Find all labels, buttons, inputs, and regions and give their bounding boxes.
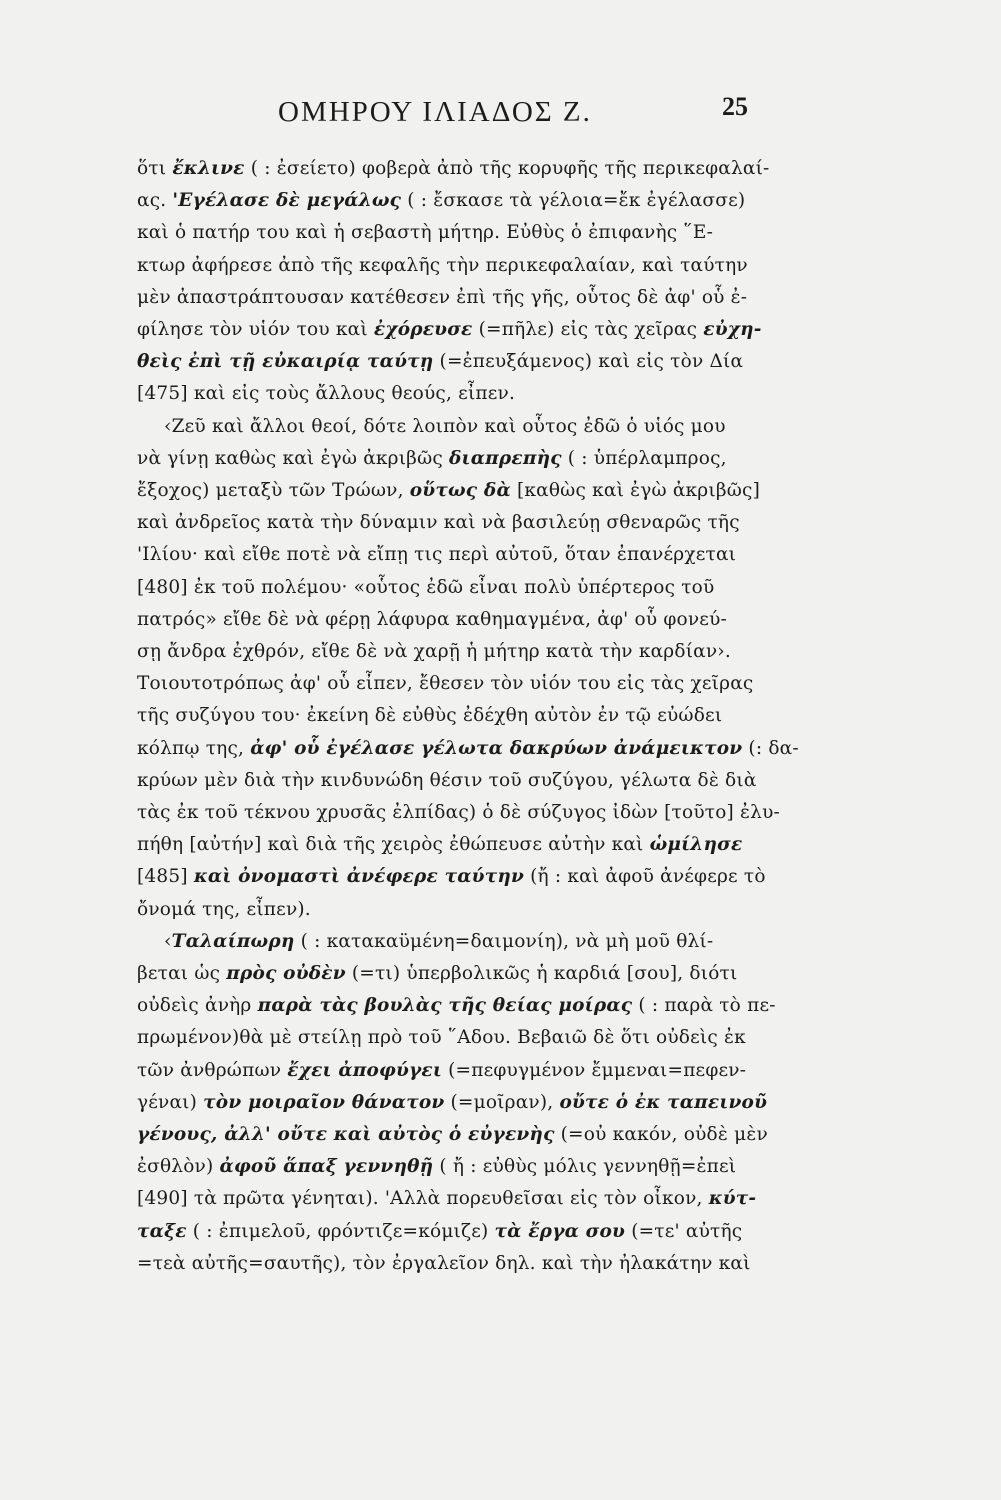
text-segment: [καθὼς καὶ ἐγὼ ἀκριβῶς] [510,480,760,501]
text-segment: [490] τὰ πρῶτα γένηται). 'Αλλὰ πορευθεῖσαι εἰς τὸν οἶκον, [137,1188,709,1210]
text-line [137,897,311,922]
text-segment: ( : ἐπιμελοῦ, φρόντιζε=κόμιζε) [186,1220,495,1242]
text-segment: μὲν ἀπαστράπτουσαν κατέθεσεν ἐπὶ τῆς γῆς, οὗτος δὲ ἀφ' οὗ ἐ- [137,286,748,308]
text-line [137,510,740,535]
text-line [137,993,776,1018]
emphasized-phrase: καὶ ὀνομαστὶ ἀνέφερε ταύτην [193,866,525,888]
text-line [137,188,745,213]
emphasized-phrase: κύτ- [708,1188,757,1210]
emphasized-phrase: 'Εγέλασε δὲ μεγάλως [172,190,402,212]
text-segment: ‹ [164,930,172,952]
text-line [137,253,748,278]
text-segment: σῃ ἄνδρα ἐχθρόν, εἴθε δὲ νὰ χαρῇ ἡ μήτηρ κατὰ τὴν καρδίαν›. [137,641,731,662]
text-segment: οὐδεὶς ἀνὴρ [137,995,258,1017]
text-segment: ἔξοχος) μεταξὺ τῶν Τρώων, [137,480,410,501]
text-line [137,317,762,342]
text-line [137,671,753,696]
text-segment: πατρός» εἴθε δὲ νὰ φέρῃ λάφυρα καθημαγμένα, ἀφ' οὗ φονεύ- [137,608,727,630]
emphasized-phrase: ἔχει ἀποφύγει [287,1059,443,1081]
text-segment: ( : κατακαϋμένη=δαιμονίη), νὰ μὴ μοῦ θλί- [294,930,714,952]
text-line [137,768,757,793]
text-segment: Τοιουτοτρόπως ἀφ' οὗ εἶπεν, ἔθεσεν τὸν υἱόν του εἰς τὰς χεῖρας [137,673,754,695]
text-segment: νὰ γίνῃ καθὼς καὶ ἐγὼ ἀκριβῶς [137,447,450,469]
text-line [137,575,714,600]
text-segment: ὅτι [137,158,173,179]
text-segment: καὶ ὁ πατήρ του καὶ ἡ σεβαστὴ μήτηρ. Εὐθὺς ὁ ἐπιφανὴς ῞Ε- [137,222,714,244]
emphasized-phrase: ἔκλινε [172,158,245,179]
text-segment: πήθη [αὐτήν] καὶ διὰ τῆς χειρὸς ἐθώπευσε αὐτὴν καὶ [137,834,650,856]
text-segment: πρωμένον)θὰ μὲ στείλῃ πρὸ τοῦ ῞Αδου. Βεβαιῶ δὲ ὅτι οὐδεὶς ἐκ [137,1027,746,1049]
text-segment: κρύων μὲν διὰ τὴν κινδυνώδη θέσιν τοῦ συζύγου, γέλωτα δὲ διὰ [137,769,757,791]
text-line [137,1186,756,1211]
text-segment: (=ἐπευξάμενος) καὶ εἰς τὸν Δία [433,351,744,373]
emphasized-phrase: τὸν μοιραῖον θάνατον [203,1091,445,1113]
text-line [137,864,766,889]
running-header [0,92,1001,136]
emphasized-phrase: θεὶς ἐπὶ τῇ εὐκαιρίᾳ ταύτῃ [137,351,434,373]
emphasized-phrase: Ταλαίπωρη [171,930,295,952]
text-line [137,832,742,857]
text-segment: (=πῆλε) εἰς τὰς χεῖρας [472,319,704,340]
text-segment: (=οὐ κακόν, οὐδὲ μὲν [554,1124,768,1145]
text-segment: βεται ὡς [137,963,227,984]
text-segment: ἐσθλὸν) [137,1156,220,1178]
emphasized-phrase: διαπρεπὴς [449,447,562,469]
text-segment: τῶν ἀνθρώπων [137,1059,288,1081]
text-line [137,542,736,567]
text-line [137,1090,767,1115]
emphasized-phrase: τὰ ἔργα σου [494,1220,626,1242]
text-segment: γέναι) [137,1091,204,1113]
text-line [137,381,515,406]
text-segment: 'Ιλίου· καὶ εἴθε ποτὲ νὰ εἴπῃ τις περὶ αὐτοῦ, ὅταν ἐπανέρχεται [137,544,737,566]
emphasized-phrase: εὐχη- [703,319,762,340]
text-line [137,1025,746,1050]
text-segment: ας. [137,190,173,212]
text-line [137,1154,736,1179]
text-segment: ( : ἔσκασε τὰ γέλοια=ἔκ ἐγέλασσε) [401,190,746,212]
text-line [137,446,727,471]
emphasized-phrase: ἐχόρευσε [373,319,473,340]
text-segment: (ἤ : καὶ ἀφοῦ ἀνέφερε τὸ [524,866,766,888]
text-segment: (=τι) ὑπερβολικῶς ἡ καρδιά [σου], διότι [345,963,738,984]
text-segment: [480] ἐκ τοῦ πολέμου· «οὗτος ἐδῶ εἶναι πολὺ ὑπέρτερος τοῦ [137,576,715,598]
emphasized-phrase: ταξε [137,1220,187,1242]
text-line [137,349,743,374]
text-segment: =τεὰ αὐτῆς=σαυτῆς), τὸν ἐργαλεῖον δηλ. καὶ τὴν ἠλακάτην καὶ [137,1252,751,1274]
emphasized-phrase: παρὰ τὰς βουλὰς τῆς θείας μοίρας [257,995,633,1017]
emphasized-phrase: οὕτως δὰ [409,480,511,501]
text-line [164,929,713,954]
text-segment: ὄνομά της, εἶπεν). [137,898,311,920]
text-line [137,285,747,310]
text-segment: (=μοῖραν), [444,1091,560,1113]
emphasized-phrase: οὔτε ὁ ἐκ ταπεινοῦ [559,1091,768,1113]
text-line [137,1219,742,1244]
text-line [164,414,726,439]
text-segment: ( ἤ : εὐθὺς μόλις γεννηθῇ=ἐπεὶ [433,1156,737,1178]
emphasized-phrase: ἀφ' οὗ ἐγέλασε γέλωτα δακρύων ἀνάμεικτον [250,737,743,759]
text-line [137,478,760,503]
text-segment: (: δα- [742,737,799,759]
text-segment: τῆς συζύγου του· ἐκείνη δὲ εὐθὺς ἐδέχθη αὐτὸν ἐν τῷ εὐώδει [137,705,723,727]
page-title: ΟΜΗΡΟΥ ΙΛΙΑΔΟΣ Ζ. [278,96,592,128]
text-segment: [475] καὶ εἰς τοὺς ἄλλους θεούς, εἶπεν. [137,383,516,405]
text-line [137,1122,768,1147]
emphasized-phrase: πρὸς οὐδὲν [226,963,346,984]
text-segment: τὰς ἐκ τοῦ τέκνου χρυσᾶς ἐλπίδας) ὁ δὲ σύζυγος ἰδὼν [τοῦτο] ἐλυ- [137,802,780,823]
text-line [137,736,799,761]
text-segment: ( : ἐσείετο) φοβερὰ ἀπὸ τῆς κορυφῆς τῆς περικεφαλαί- [244,158,770,179]
text-line [137,1251,751,1276]
text-line [137,607,727,632]
text-segment: κτωρ ἀφήρεσε ἀπὸ τῆς κεφαλῆς τὴν περικεφαλαίαν, καὶ ταύτην [137,254,748,276]
text-line [137,220,713,245]
text-line [137,639,731,664]
text-line [137,1058,746,1083]
text-segment: κόλπῳ της, [137,737,251,759]
text-segment: φίλησε τὸν υἱόν του καὶ [137,319,374,340]
text-segment: (=τε' αὐτῆς [625,1220,743,1242]
page-number: 25 [722,92,748,121]
text-segment: ‹Ζεῦ καὶ ἄλλοι θεοί, δότε λοιπὸν καὶ οὗτος ἐδῶ ὁ υἱός μου [164,415,726,437]
text-segment: ( : παρὰ τὸ πε- [632,995,776,1017]
text-line [137,703,722,728]
text-segment: ( : ὑπέρλαμπρος, [561,447,727,469]
text-segment: [485] [137,866,194,888]
text-line [137,961,737,986]
text-segment: καὶ ἀνδρεῖος κατὰ τὴν δύναμιν καὶ νὰ βασιλεύῃ σθεναρῶς τῆς [137,512,740,534]
emphasized-phrase: ὡμίλησε [649,834,743,856]
emphasized-phrase: γένους, ἀλλ' οὔτε καὶ αὐτὸς ὁ εὐγενὴς [137,1124,555,1145]
text-line [137,156,769,181]
emphasized-phrase: ἀφοῦ ἅπαξ γεννηθῇ [219,1156,434,1178]
text-line [137,800,780,825]
text-segment: (=πεφυγμένον ἔμμεναι=πεφεν- [442,1059,747,1081]
